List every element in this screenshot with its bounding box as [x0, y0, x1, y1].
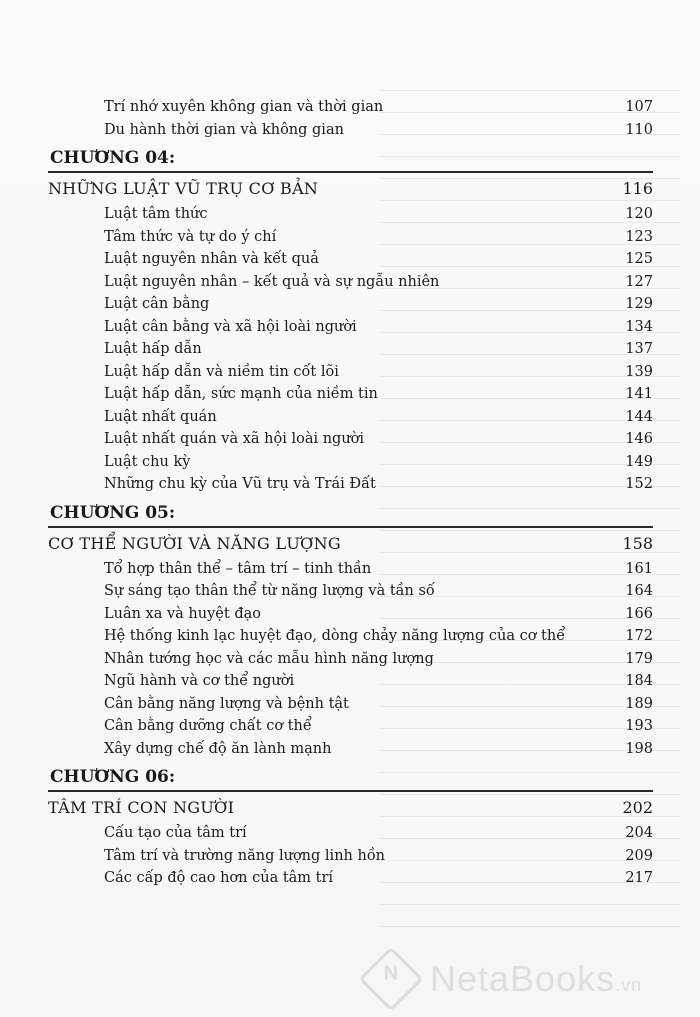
toc-entry: [48, 473, 653, 496]
toc-entry: [48, 580, 653, 603]
toc-entry: [48, 693, 653, 716]
toc-entry-page-number: 141: [625, 386, 653, 402]
chapter-heading-page-number: 116: [622, 179, 653, 198]
toc-entry-page-number: 166: [625, 605, 653, 622]
table-of-contents: [48, 96, 653, 890]
toc-entry-page-number: 125: [625, 251, 653, 267]
toc-entry-title: Luật cân bằng: [104, 296, 210, 312]
toc-entry-page-number: 134: [625, 318, 653, 335]
toc-entry-page-number: 110: [625, 121, 653, 138]
toc-entry: [48, 119, 653, 142]
toc-entry: [48, 845, 653, 868]
toc-entry-page-number: 152: [625, 476, 653, 492]
toc-entry: [48, 203, 653, 226]
toc-entry-title: Luật nhất quán: [104, 408, 217, 425]
toc-entry-page-number: 204: [625, 825, 653, 841]
toc-entry-title: Tâm thức và tự do ý chí: [104, 228, 277, 245]
toc-entry-title: Luật nguyên nhân và kết quả: [104, 251, 319, 267]
toc-entry-page-number: 209: [625, 847, 653, 864]
toc-entry: [48, 670, 653, 693]
toc-entry-page-number: 137: [625, 341, 653, 357]
toc-entry: [48, 316, 653, 339]
toc-entry-page-number: 189: [625, 695, 653, 712]
chapter-heading: [48, 790, 653, 822]
toc-entry-page-number: 146: [625, 431, 653, 447]
toc-entry: [48, 383, 653, 406]
toc-entry-title: Tổ hợp thân thể – tâm trí – tinh thần: [104, 560, 372, 577]
toc-entry-page-number: 172: [625, 628, 653, 644]
toc-entry-title: Cân bằng dưỡng chất cơ thể: [104, 718, 312, 734]
toc-entry-page-number: 161: [625, 560, 653, 577]
toc-entry-page-number: 193: [625, 718, 653, 734]
toc-entry-title: Ngũ hành và cơ thể người: [104, 673, 295, 689]
toc-entry-title: Luật tâm thức: [104, 206, 208, 222]
toc-entry-page-number: 198: [625, 740, 653, 757]
toc-entry: [48, 625, 653, 648]
toc-entry: [48, 361, 653, 384]
toc-entry-title: Cân bằng năng lượng và bệnh tật: [104, 695, 349, 712]
chapter-heading-title: CƠ THỂ NGƯỜI VÀ NĂNG LƯỢNG: [48, 533, 341, 553]
toc-entry-title: Hệ thống kinh lạc huyệt đạo, dòng chảy năng lượng của cơ thể: [104, 628, 566, 644]
toc-entry: [48, 338, 653, 361]
toc-entry-title: Luật nhất quán và xã hội loài người: [104, 431, 365, 447]
toc-entry: [48, 558, 653, 581]
toc-entry-title: Xây dựng chế độ ăn lành mạnh: [104, 740, 332, 757]
toc-entry-title: Trí nhớ xuyên không gian và thời gian: [104, 99, 384, 115]
netabooks-logo-icon: [358, 946, 423, 1011]
chapter-label: CHƯƠNG 05:: [50, 502, 176, 523]
toc-entry-page-number: 179: [625, 650, 653, 667]
toc-entry-title: Cấu tạo của tâm trí: [104, 825, 247, 841]
toc-entry-title: Nhân tướng học và các mẫu hình năng lượng: [104, 650, 434, 667]
chapter-heading: [48, 526, 653, 558]
chapter-heading: [48, 171, 653, 203]
toc-entry: [48, 648, 653, 671]
chapter-heading-page-number: 158: [622, 533, 653, 553]
toc-entry-page-number: 139: [625, 363, 653, 380]
toc-entry-title: Các cấp độ cao hơn của tâm trí: [104, 870, 334, 886]
toc-entry-page-number: 149: [625, 453, 653, 470]
toc-entry: [48, 822, 653, 845]
toc-entry-page-number: 120: [625, 206, 653, 222]
toc-entry-title: Luật hấp dẫn, sức mạnh của niềm tin: [104, 386, 378, 402]
toc-entry-title: Luật hấp dẫn và niềm tin cốt lõi: [104, 363, 339, 380]
toc-entry: [48, 96, 653, 119]
toc-entry-title: Tâm trí và trường năng lượng linh hồn: [104, 847, 386, 864]
toc-entry: [48, 603, 653, 626]
chapter-heading-title: NHỮNG LUẬT VŨ TRỤ CƠ BẢN: [48, 179, 319, 198]
toc-entry: [48, 715, 653, 738]
toc-entry-page-number: 127: [625, 273, 653, 290]
toc-entry: [48, 738, 653, 761]
toc-entry-page-number: 184: [625, 673, 653, 689]
watermark-text: NetaBooks.vn: [430, 958, 643, 999]
toc-entry-page-number: 144: [625, 408, 653, 425]
toc-entry: [48, 248, 653, 271]
toc-entry: [48, 293, 653, 316]
toc-entry-title: Sự sáng tạo thân thể từ năng lượng và tần số: [104, 583, 435, 599]
toc-entry-title: Luân xa và huyệt đạo: [104, 605, 261, 622]
toc-entry-page-number: 123: [625, 228, 653, 245]
chapter-heading-title: TÂM TRÍ CON NGƯỜI: [48, 798, 235, 817]
toc-entry-page-number: 217: [625, 870, 653, 886]
toc-entry-title: Luật hấp dẫn: [104, 341, 202, 357]
toc-entry-page-number: 107: [625, 99, 653, 115]
toc-entry: [48, 226, 653, 249]
toc-entry: [48, 406, 653, 429]
toc-entry-page-number: 129: [625, 296, 653, 312]
chapter-label: CHƯƠNG 04:: [50, 148, 176, 168]
toc-entry: [48, 271, 653, 294]
toc-entry-title: Những chu kỳ của Vũ trụ và Trái Đất: [104, 476, 376, 492]
toc-entry: [48, 867, 653, 890]
toc-entry: [48, 428, 653, 451]
chapter-label: CHƯƠNG 06:: [50, 767, 176, 787]
toc-entry-page-number: 164: [625, 583, 653, 599]
toc-entry-title: Luật nguyên nhân – kết quả và sự ngẫu nhiên: [104, 273, 440, 290]
chapter-heading-page-number: 202: [622, 798, 653, 817]
toc-entry: [48, 451, 653, 474]
toc-entry-title: Luật cân bằng và xã hội loài người: [104, 318, 357, 335]
toc-entry-title: Du hành thời gian và không gian: [104, 121, 344, 138]
toc-entry-title: Luật chu kỳ: [104, 453, 191, 470]
watermark: [368, 955, 698, 1003]
